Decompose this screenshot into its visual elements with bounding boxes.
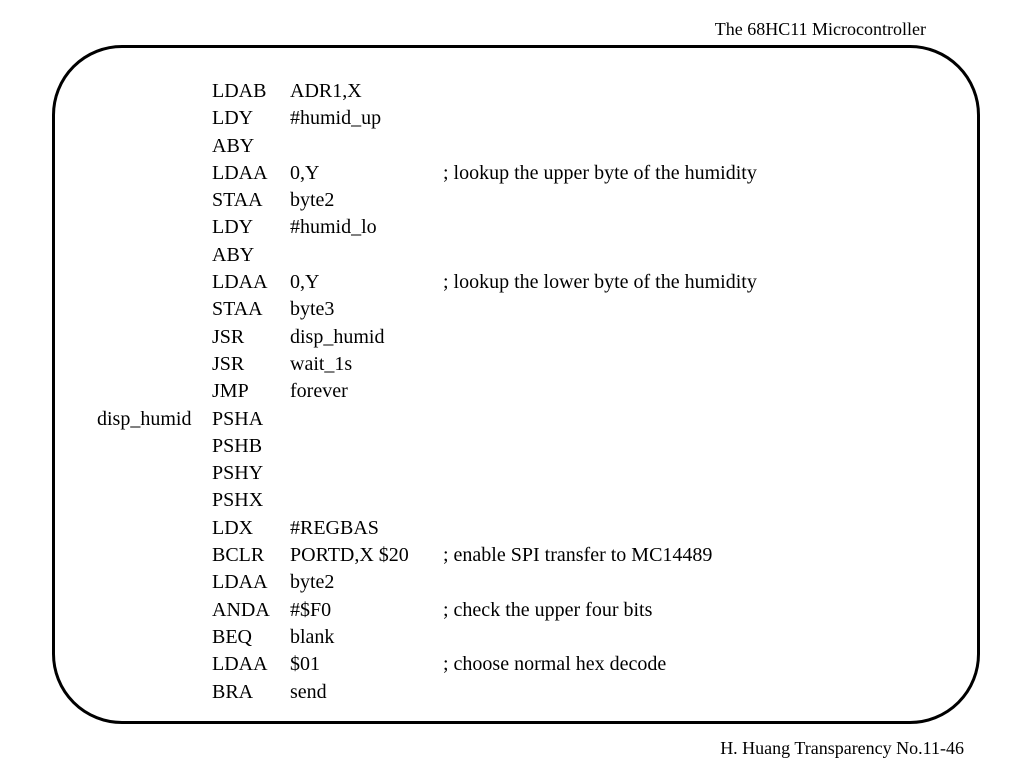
code-label: disp_humid	[97, 407, 192, 430]
code-comment: ; check the upper four bits	[443, 598, 653, 621]
code-opcode: BEQ	[212, 625, 252, 648]
code-opcode: JSR	[212, 325, 245, 348]
code-operand: disp_humid	[290, 325, 385, 348]
code-comment: ; lookup the lower byte of the humidity	[443, 271, 757, 294]
code-opcode: LDY	[212, 107, 254, 130]
code-opcode: STAA	[212, 298, 263, 321]
code-opcode: ABY	[212, 134, 255, 157]
page-header-title: The 68HC11 Microcontroller	[714, 19, 926, 39]
code-operand: #$F0	[290, 598, 332, 621]
code-operand: #REGBAS	[290, 516, 379, 539]
code-opcode: LDAA	[212, 653, 268, 676]
code-operand: ADR1,X	[290, 80, 362, 102]
code-operand: $01	[290, 653, 320, 676]
code-comment: ; lookup the upper byte of the humidity	[443, 161, 757, 184]
code-opcode: LDAA	[212, 571, 268, 594]
footer-credit: H. Huang Transparency No.11-46	[720, 738, 964, 758]
code-operand: byte3	[290, 298, 335, 321]
code-opcode: ANDA	[212, 598, 270, 621]
code-opcode: LDY	[212, 216, 254, 239]
code-opcode: ABY	[212, 243, 255, 266]
code-opcode: STAA	[212, 189, 263, 212]
code-operand: 0,Y	[290, 161, 320, 184]
code-opcode: PSHY	[212, 462, 264, 485]
code-opcode: LDAB	[212, 80, 267, 102]
code-operand: #humid_up	[290, 107, 382, 130]
code-operand: #humid_lo	[290, 216, 377, 239]
code-opcode: BCLR	[212, 544, 265, 567]
code-operand: PORTD,X $20	[290, 544, 409, 567]
code-comment: ; enable SPI transfer to MC14489	[443, 544, 713, 567]
code-opcode: PSHB	[212, 434, 263, 457]
code-opcode: BRA	[212, 680, 254, 703]
code-opcode: LDAA	[212, 161, 268, 184]
code-opcode: PSHA	[212, 407, 264, 430]
code-opcode: JSR	[212, 352, 245, 375]
code-operand: forever	[290, 380, 348, 403]
code-operand: 0,Y	[290, 271, 320, 294]
code-opcode: JMP	[212, 380, 249, 403]
code-opcode: LDAA	[212, 271, 268, 294]
code-operand: byte2	[290, 189, 335, 212]
code-opcode: LDX	[212, 516, 254, 539]
code-opcode: PSHX	[212, 489, 264, 512]
code-operand: send	[290, 680, 327, 703]
code-operand: wait_1s	[290, 352, 353, 375]
code-operand: byte2	[290, 571, 335, 594]
code-operand: blank	[290, 625, 335, 648]
code-comment: ; choose normal hex decode	[443, 653, 667, 676]
